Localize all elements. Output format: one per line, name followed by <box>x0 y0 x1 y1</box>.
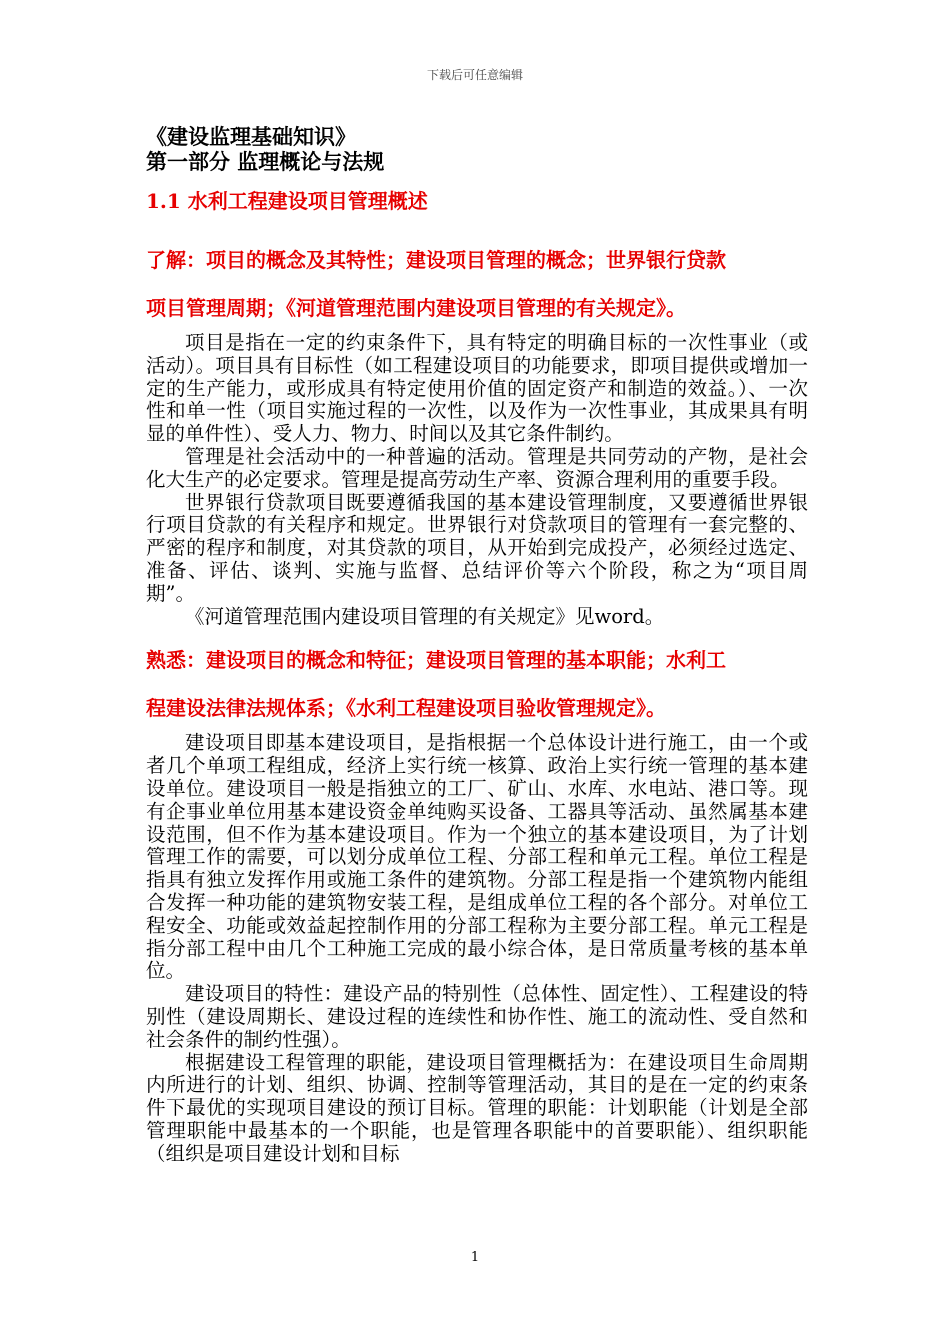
page-number: 1 <box>470 1250 480 1265</box>
part-heading: 第一部分 监理概论与法规 <box>146 149 385 174</box>
paragraph-construction-project: 建设项目即基本建设项目，是指根据一个总体设计进行施工，由一个或者几个单项工程组成，经济上实行统一核算、政治上实行统一管理的基本建设单位。建设项目一般是指独立的工厂、矿山、水库、水电站、港口等。现有企事业单位用基本建设资金单纯购买设备、工器具等活动、虽然属基本建设范围，但不作为基本建设项目。作为一个独立的基本建设项目，为了计划管理工作的需要，可以划分成单位工程、分部工程和单元工程。单位工程是指具有独立发挥作用或施工条件的建筑物。分部工程是指一个建筑物内能组合发挥一种功能的建筑物安装工程，是组成单位工程的各个部分。对单位工程安全、功能或效益起控制作用的分部工程称为主要分部工程。单元工程是指分部工程中由几个工种施工完成的最小综合体，是日常质量考核的基本单位。 <box>146 731 808 983</box>
document-title: 《建设监理基础知识》 <box>146 124 356 149</box>
document-body <box>146 124 808 1166</box>
page-header-note: 下载后可任意编辑 <box>426 68 523 82</box>
familiar-requirement-line-2: 程建设法律法规体系；《水利工程建设项目验收管理规定》。 <box>146 696 666 721</box>
paragraph-project-definition: 项目是指在一定的约束条件下，具有特定的明确目标的一次性事业（或活动）。项目具有目标性（如工程建设项目的功能要求，即项目提供或增加一定的生产能力，或形成具有特定使用价值的固定资产和制造的效益。）、一次性和单一性（项目实施过程的一次性，以及作为一次性事业，其成果具有明显的单件性）、受人力、物力、时间以及其它条件制约。 <box>146 331 808 446</box>
paragraph-management-functions: 根据建设工程管理的职能，建设项目管理概括为：在建设项目生命周期内所进行的计划、组织、协调、控制等管理活动，其目的是在一定的约束条件下最优的实现项目建设的预订目标。管理的职能：计划职能（计划是全部管理职能中最基本的一个职能，也是管理各职能中的首要职能）、组织职能（组织是项目建设计划和目标 <box>146 1050 808 1165</box>
paragraph-world-bank: 世界银行贷款项目既要遵循我国的基本建设管理制度，又要遵循世界银行项目贷款的有关程序和规定。世界银行对贷款项目的管理有一套完整的、严密的程序和制度，对其贷款的项目，从开始到完成投产，必须经过选定、准备、评估、谈判、实施与监督、总结评价等六个阶段，称之为“项目周期”。 <box>146 490 808 605</box>
familiar-requirement-line-1: 熟悉：建设项目的概念和特征；建设项目管理的基本职能；水利工 <box>146 648 726 673</box>
section-heading: 1.1 水利工程建设项目管理概述 <box>146 189 428 213</box>
paragraph-management: 管理是社会活动中的一种普遍的活动。管理是共同劳动的产物，是社会化大生产的必定要求。管理是提高劳动生产率、资源合理利用的重要手段。 <box>146 444 808 491</box>
paragraph-project-characteristics: 建设项目的特性：建设产品的特别性（总体性、固定性）、工程建设的特别性（建设周期长、建设过程的连续性和协作性、施工的流动性、受自然和社会条件的制约性强）。 <box>146 982 808 1051</box>
understand-requirement-line-2: 项目管理周期；《河道管理范围内建设项目管理的有关规定》。 <box>146 296 686 320</box>
paragraph-river-regulation: 《河道管理范围内建设项目管理的有关规定》见word。 <box>185 604 665 628</box>
understand-requirement-line-1: 了解：项目的概念及其特性；建设项目管理的概念；世界银行贷款 <box>146 248 726 272</box>
